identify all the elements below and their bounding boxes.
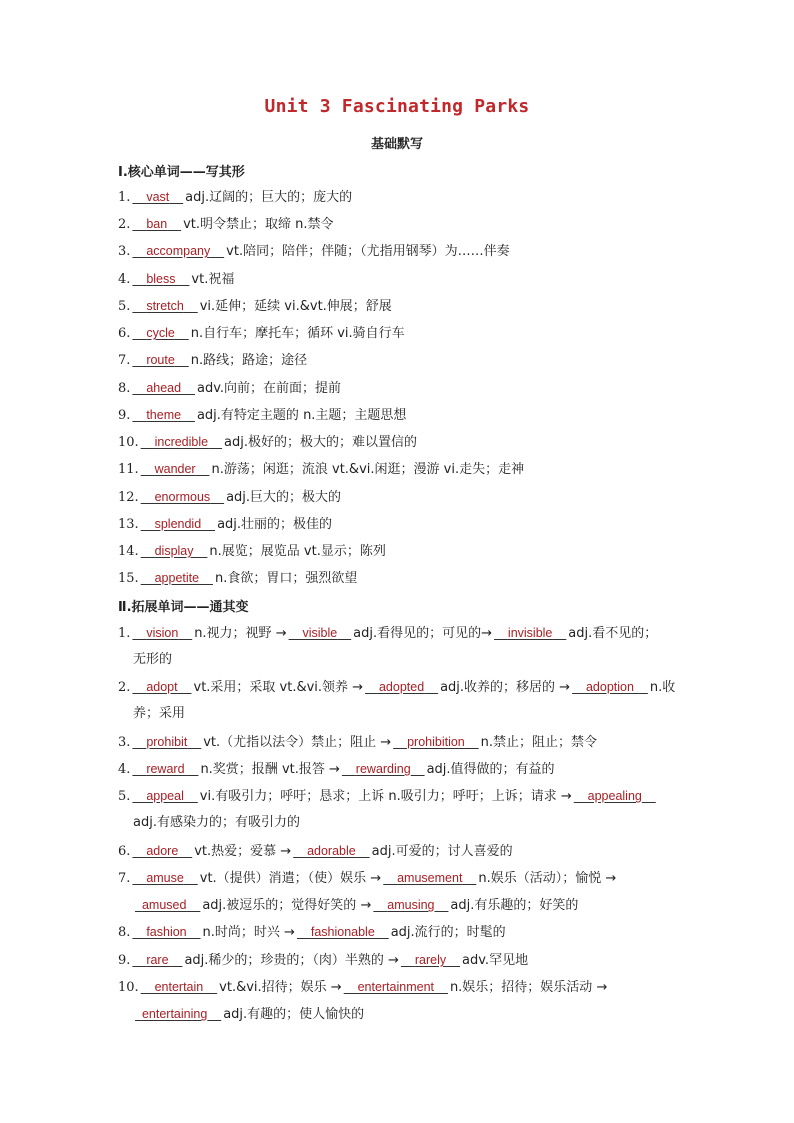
s2-item-6 [118,842,513,861]
blank-padding [132,871,146,885]
definition-text: vt.祝福 [191,272,235,287]
s1-item-14 [118,542,386,561]
answer-text: entertain [154,980,204,994]
s1-item-9 [118,406,406,425]
definition-text: adj.壮丽的；极佳的 [217,517,333,532]
item-number: 10. [118,435,139,450]
answer-text: adopt [146,680,178,694]
definition-text: adj.被逗乐的；觉得好笑的 → [202,898,372,913]
item-number: 4. [118,272,131,287]
item-number: 2. [118,217,131,232]
blank-padding [337,626,351,640]
s2-item-5-cont [133,814,300,832]
definition-text: adj.流行的；时髦的 [390,925,506,940]
s1-item-8 [118,379,341,398]
blank-padding [187,925,201,939]
blank-padding [342,762,356,776]
definition-text: vt.（尤指以法令）禁止；阻止 → [203,735,392,750]
s2-item-9 [118,951,528,970]
item-number: 11. [118,462,139,477]
answer [342,978,450,996]
blank-padding [572,680,586,694]
definition-text: vt.热爱；爱慕 → [194,844,292,859]
s1-item-10 [118,433,417,452]
s2-item-8 [118,923,506,942]
s1-item-7 [118,351,307,370]
answer-text: ban [146,217,168,231]
definition-text: n.娱乐；招待；娱乐活动 → [449,980,608,995]
definition-text: adv.罕见地 [462,953,529,968]
answer-text: appeal [146,789,184,803]
answer-text: adore [146,844,179,858]
answer [133,1005,223,1023]
answer [391,733,481,751]
blank-padding [297,925,311,939]
blank-padding [194,544,208,558]
answer [570,678,650,696]
page-subtitle: 基础默写 [370,137,423,152]
item-number: 5. [118,789,131,804]
s2-item-1-cont [133,651,172,669]
blank-padding [135,1007,142,1021]
definition-text: adj.可爱的；讨人喜爱的 [371,844,513,859]
answer [130,951,184,969]
blank-padding [186,898,200,912]
item-number: 12. [118,490,139,505]
answer-text: accompany [146,244,211,258]
blank-padding [356,844,370,858]
blank-padding [141,435,155,449]
answer [492,624,568,642]
blank-padding [181,408,195,422]
blank-padding [141,490,155,504]
s1-item-1 [118,188,352,207]
blank-padding [178,844,192,858]
answer-text: appealing [587,789,642,803]
blank-padding [141,571,155,585]
answer-text: route [146,353,175,367]
blank-padding [462,871,476,885]
item-number: 13. [118,517,139,532]
answer [287,624,354,642]
blank-padding [494,626,508,640]
blank-padding [141,517,155,531]
s1-item-13 [118,515,332,534]
definition-text: adj.巨大的；极大的 [226,490,342,505]
definition-text: adj.值得做的；有益的 [426,762,555,777]
definition-text: 养；采用 [133,706,186,721]
blank-padding [293,844,307,858]
answer [130,787,199,805]
answer [363,678,440,696]
answer-text: ahead [146,381,182,395]
answer-text: invisible [507,626,553,640]
answer-text: splendid [154,517,202,531]
blank-padding [375,925,389,939]
s2-item-5 [118,787,658,806]
blank-padding [132,953,146,967]
answer-text: prohibit [146,735,188,749]
answer [130,923,202,941]
item-number: 2. [118,680,131,695]
s1-item-3 [118,242,510,261]
s2-item-7-cont [133,896,578,915]
s2-item-7 [118,869,616,888]
item-number: 10. [118,980,139,995]
blank-padding [132,353,146,367]
blank-padding [289,626,303,640]
s2-item-2-cont [133,705,185,723]
page-title: Unit 3 Fascinating Parks [264,96,530,117]
answer-text: amusement [397,871,463,885]
blank-padding [203,980,217,994]
blank-padding [132,680,146,694]
s1-item-15 [118,569,357,588]
answer [139,488,226,506]
blank-padding [634,680,648,694]
answer-text: prohibition [407,735,465,749]
answer-text: incredible [154,435,209,449]
blank-padding [169,953,183,967]
definition-text: n.娱乐（活动）；愉悦 → [478,871,617,886]
definition-text: adj.辽阔的；巨大的；庞大的 [185,190,353,205]
definition-text: vt.&vi.招待；娱乐 → [219,980,342,995]
item-number: 1. [118,626,131,641]
answer [130,406,197,424]
blank-padding [135,898,142,912]
blank-padding [393,735,407,749]
definition-text: vi.延伸；延续 vi.&vt.伸展；舒展 [199,299,392,314]
answer [130,242,226,260]
answer [291,842,371,860]
s1-item-12 [118,488,341,507]
item-number: 9. [118,408,131,423]
answer-text: entertaining [141,1007,208,1021]
item-number: 3. [118,735,131,750]
s2-item-3 [118,733,597,752]
answer-text: appetite [154,571,200,585]
answer [130,215,183,233]
blank-padding [210,244,224,258]
answer-text: rarely [414,953,447,967]
blank-padding [184,871,198,885]
definition-text: n.收 [649,680,676,695]
blank-padding [187,735,201,749]
blank-padding [207,1007,221,1021]
blank-padding [365,680,379,694]
definition-text: n.游荡；闲逛；流浪 vt.&vi.闲逛；漫游 vi.走失；走神 [211,462,525,477]
item-number: 8. [118,381,131,396]
item-number: 4. [118,762,131,777]
answer [133,896,202,914]
blank-padding [141,980,155,994]
answer-text: amuse [146,871,184,885]
blank-padding [383,871,397,885]
definition-text: n.食欲；胃口；强烈欲望 [214,571,358,586]
s1-item-6 [118,324,405,343]
blank-padding [132,272,146,286]
definition-text: n.视力；视野 → [194,626,287,641]
answer [130,351,190,369]
answer-text: stretch [146,299,184,313]
blank-padding [132,626,146,640]
answer [399,951,462,969]
definition-text: adj.极好的；极大的；难以置信的 [224,435,417,450]
answer-text: entertainment [357,980,435,994]
definition-text: vt.明令禁止；取缔 n.禁令 [183,217,334,232]
answer-text: amusing [387,898,435,912]
s1-item-2 [118,215,334,234]
answer-text: amused [141,898,187,912]
item-number: 9. [118,953,131,968]
blank-padding [574,789,588,803]
definition-text: adj.稀少的；珍贵的；（肉）半熟的 → [184,953,399,968]
blank-padding [344,980,358,994]
answer [139,433,224,451]
blank-padding [141,544,155,558]
blank-padding [167,217,181,231]
blank-padding [446,953,460,967]
definition-text: adj.有乐趣的；好笑的 [450,898,579,913]
answer [381,869,478,887]
item-number: 7. [118,871,131,886]
definition-text: n.自行车；摩托车；循环 vi.骑自行车 [190,326,405,341]
blank-padding [210,490,224,504]
s1-item-4 [118,270,234,289]
answer-text: rewarding [355,762,411,776]
section1-heading: Ⅰ.核心单词——写其形 [118,165,245,180]
definition-text: vt.（提供）消遣；（使）娱乐 → [199,871,382,886]
definition-text: adj.看得见的；可见的→ [353,626,493,641]
item-number: 6. [118,844,131,859]
answer-text: vision [146,626,179,640]
answer-text: wander [154,462,196,476]
definition-text: adj.看不见的； [568,626,658,641]
blank-padding [401,953,415,967]
answer [130,324,190,342]
blank-padding [465,735,479,749]
blank-padding [199,571,213,585]
blank-padding [176,272,190,286]
answer-text: fashion [146,925,187,939]
answer-text: enormous [154,490,211,504]
item-number: 3. [118,244,131,259]
answer [130,297,199,315]
blank-padding [184,299,198,313]
item-number: 15. [118,571,139,586]
s2-item-10 [118,978,607,997]
definition-text: vt.陪同；陪伴；伴随；（尤指用钢琴）为……伴奏 [226,244,510,259]
blank-padding [175,353,189,367]
answer [130,842,194,860]
answer [139,460,212,478]
answer [340,760,427,778]
blank-padding [178,626,192,640]
blank-padding [642,789,656,803]
s2-item-4 [118,760,555,779]
blank-padding [411,762,425,776]
blank-padding [132,326,146,340]
item-number: 8. [118,925,131,940]
blank-padding [175,326,189,340]
item-number: 6. [118,326,131,341]
definition-text: adj.有感染力的；有吸引力的 [133,815,300,830]
answer [130,733,203,751]
answer-text: bless [146,272,176,286]
blank-padding [132,789,146,803]
definition-text: n.禁止；阻止；禁令 [480,735,598,750]
blank-padding [132,190,146,204]
answer [130,188,185,206]
answer [295,923,391,941]
blank-padding [132,844,146,858]
blank-padding [132,408,146,422]
blank-padding [184,789,198,803]
blank-padding [132,299,146,313]
definition-text: adj.有特定主题的 n.主题；主题思想 [196,408,407,423]
definition-text: n.路线；路途；途径 [190,353,308,368]
definition-text: adv.向前；在前面；提前 [196,381,342,396]
answer [139,569,215,587]
blank-padding [132,762,146,776]
s2-item-2 [118,678,675,697]
answer [572,787,658,805]
answer-text: vast [146,190,170,204]
definition-text: n.奖赏；报酬 vt.报答 → [200,762,340,777]
definition-text: adj.有趣的；使人愉快的 [223,1007,365,1022]
blank-padding [141,462,155,476]
answer-text: display [154,544,194,558]
section2-heading: Ⅱ.拓展单词——通其变 [118,600,249,615]
blank-padding [424,680,438,694]
answer-text: fashionable [310,925,375,939]
blank-padding [196,462,210,476]
definition-text: n.时尚；时兴 → [202,925,295,940]
answer-text: adopted [378,680,425,694]
definition-text: vt.采用；采取 vt.&vi.领养 → [193,680,364,695]
blank-padding [185,762,199,776]
definition-text: vi.有吸引力；呼吁；恳求；上诉 n.吸引力；呼吁；上诉；请求 → [199,789,572,804]
blank-padding [201,517,215,531]
blank-padding [181,381,195,395]
answer-text: visible [302,626,338,640]
answer-text: adorable [307,844,356,858]
item-number: 14. [118,544,139,559]
blank-padding [132,925,146,939]
blank-padding [169,190,183,204]
definition-text: n.展览；展览品 vt.显示；陈列 [209,544,386,559]
item-number: 1. [118,190,131,205]
answer [130,678,193,696]
blank-padding [132,217,146,231]
blank-padding [435,898,449,912]
answer [130,270,191,288]
answer [130,379,197,397]
answer-text: reward [146,762,185,776]
item-number: 5. [118,299,131,314]
blank-padding [178,680,192,694]
answer [139,515,217,533]
s1-item-5 [118,297,392,316]
blank-padding [132,735,146,749]
blank-padding [552,626,566,640]
answer [139,978,219,996]
answer [130,624,194,642]
blank-padding [373,898,387,912]
s2-item-1 [118,624,657,643]
answer [371,896,450,914]
answer [139,542,210,560]
blank-padding [208,435,222,449]
blank-padding [434,980,448,994]
item-number: 7. [118,353,131,368]
answer [130,760,200,778]
definition-text: adj.收养的；移居的 → [440,680,571,695]
answer-text: theme [146,408,182,422]
answer [130,869,199,887]
definition-text: 无形的 [133,652,173,667]
blank-padding [132,381,146,395]
answer-text: adoption [585,680,634,694]
s2-item-10-cont [133,1005,364,1024]
s1-item-11 [118,460,524,479]
blank-padding [132,244,146,258]
answer-text: cycle [146,326,175,340]
answer-text: rare [146,953,169,967]
